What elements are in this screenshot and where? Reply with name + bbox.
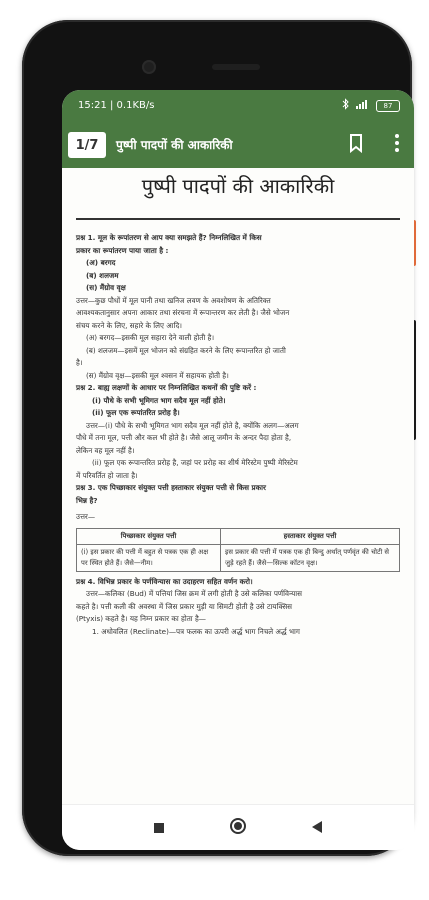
status-bar [62,90,414,122]
doc-line: (अ) बरगद—इसकी मूल सहारा देने वाली होती है। [86,333,215,342]
circle-icon[interactable] [229,817,247,839]
doc-line: संचय करने के लिए, सहारे के लिए आदि। [76,320,183,330]
status-time-speed: 15:21 | 0.1KB/s [78,100,155,111]
table-row [77,544,400,571]
page-indicator[interactable] [68,132,106,158]
document-body [76,232,400,638]
doc-line: है। [76,358,83,367]
signal-icon [356,99,370,112]
document-title: पुष्पी पादपों की आकारिकी [141,174,335,198]
doc-line: भिन्न है? [76,495,98,505]
doc-line: (स) मैंग्रोव वृक्ष—इसकी मूल श्वसन में सहायक होती है। [86,370,229,380]
document-viewer[interactable] [62,168,414,804]
doc-line: (ii) फूल एक रूपान्तरित प्ररोह है, जहां पर प्ररोह का शीर्ष मेरिस्टेम पुष्पी मेरिस्टेम [92,458,298,467]
doc-line: लेकिन वह मूल नहीं है। [76,445,135,455]
doc-line: (ब) शलजम [86,270,119,280]
battery-level: 87 [383,101,393,110]
front-camera [142,60,156,74]
doc-line: (ii) फूल एक रूपांतरित प्ररोह है। [92,408,180,417]
table-cell: (i) इस प्रकार की पत्ती में बहुत से पत्रक एक ही अक्ष पर स्थित होते हैं। जैसे—नीम। [77,544,221,571]
bookmark-icon[interactable] [348,133,364,157]
bluetooth-icon [342,98,350,113]
app-bar [62,122,414,168]
comparison-table [76,528,400,572]
app-title: पुष्पी पादपों की आकारिकी [116,138,233,152]
doc-line: प्रश्न 1. मूल के रूपांतरण से आप क्या समझते हैं? निम्नलिखित में किस [76,233,262,242]
phone-frame [22,20,412,856]
doc-line: में परिवर्तित हो जाता है। [76,470,138,480]
doc-line: उत्तर—कलिका (Bud) में पत्तियां जिस क्रम में लगी होती है उसे कलिका पर्णविन्यास [86,589,302,598]
doc-line: पौधे में तना मूल, पत्ती और कल भी होते है। जैसे आलू जमीन के अन्दर पैदा होता है, [76,433,292,442]
doc-line: 1. अधोवलित (Reclinate)—पत्र फलक का ऊपरी अर्द्ध भाग निचले अर्द्ध भाग [92,626,300,636]
doc-line: प्रकार का रूपांतरण पाया जाता है : [76,245,169,255]
doc-line: (अ) बरगद [86,258,116,267]
system-nav-bar [62,804,414,850]
doc-line: कहते है। पत्ती कली की अवस्था में जिस प्रकार मुड़ी या सिमटी होती है उसे टायक्सिस [76,601,293,611]
doc-line: (स) मैंग्रोव वृक्ष [86,283,126,292]
doc-line: उत्तर— [76,512,96,521]
table-header: हस्ताकार संयुक्त पत्ती [221,528,400,544]
doc-line: उत्तर—(i) पौधे के सभी भूमिगत भाग सदैव मूल नहीं होते है, क्योंकि अलग—अलग [86,420,299,430]
doc-line: (i) पौधे के सभी भूमिगत भाग सदैव मूल नहीं होते। [92,395,226,405]
doc-line: आवश्यकतानुसार अपना आकार तथा संरचना में रूपान्तरण कर लेती है। जैसे भोजन [76,308,290,317]
table-header: पिच्छाकार संयुक्त पत्ती [77,528,221,544]
doc-line: प्रश्न 4. विभिन्न प्रकार के पर्णविन्यास का उदाहरण सहित वर्णन करो। [76,576,253,586]
doc-line: (ब) शलजम—इसमें मूल भोजन को संग्रहित करने के लिए रूपान्तरित हो जाती [86,345,286,355]
square-icon[interactable] [153,819,165,838]
table-header-row [77,528,400,544]
screen [62,90,414,850]
doc-line: प्रश्न 2. बाह्य लक्षणों के आधार पर निम्नलिखित कथनों की पुष्टि करें : [76,383,257,392]
title-underline [76,218,400,220]
more-vert-icon[interactable] [394,132,400,158]
earpiece-speaker [212,64,260,70]
table-cell: इस प्रकार की पत्ती में पत्रक एक ही बिन्दु अर्थात् पर्णवृंत की चोटी से जुड़े रहते हैं। जैसे—सिल्क कॉटन वृक्ष। [221,544,400,571]
doc-line: (Ptyxis) कहते है। यह निम्न प्रकार का होता है— [76,614,206,623]
triangle-back-icon[interactable] [311,819,323,838]
page-indicator-text: 1/7 [75,137,99,153]
doc-line: प्रश्न 3. एक पिच्छाकार संयुक्त पत्ती हस्ताकार संयुक्त पत्ती से किस प्रकार [76,483,266,492]
doc-line: उत्तर—कुछ पौधों में मूल पानी तथा खनिज लवण के अवशोषण के अतिरिक्त [76,295,271,305]
battery-indicator [376,100,400,112]
status-icons [342,98,400,113]
